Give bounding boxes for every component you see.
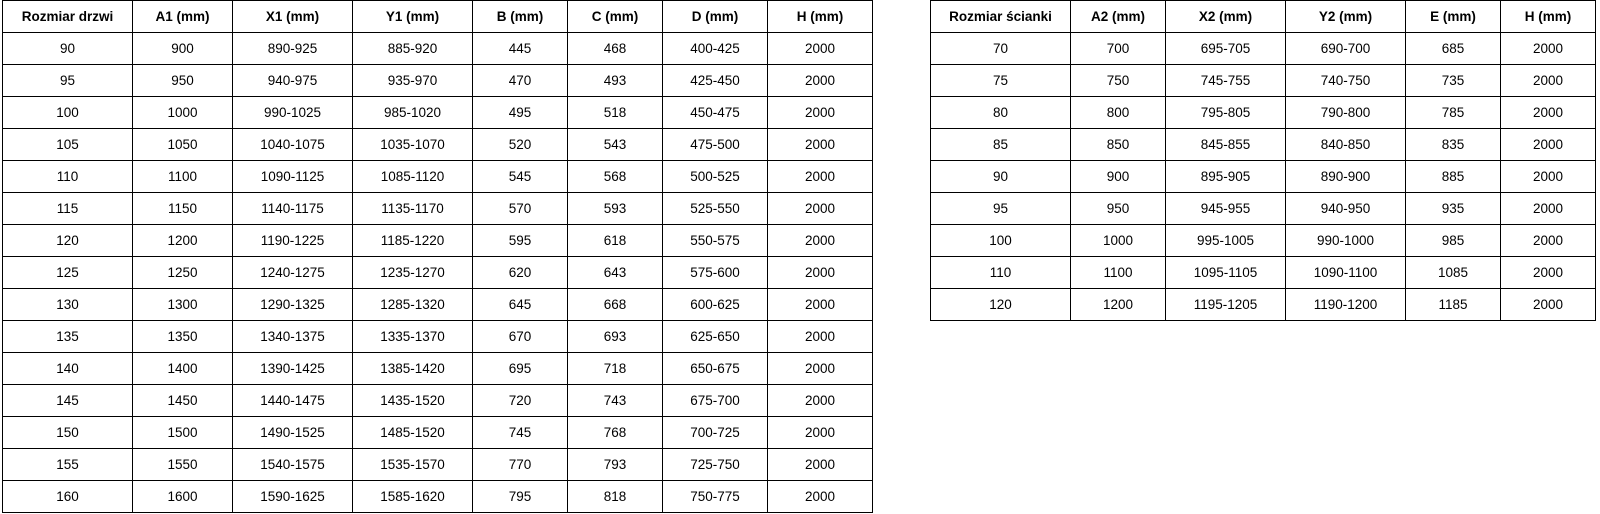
table-cell: 995-1005 (1166, 225, 1286, 257)
table-row (931, 65, 1596, 97)
table-cell: 950 (1071, 193, 1166, 225)
table-cell: 550-575 (663, 225, 768, 257)
table-cell: 1340-1375 (233, 321, 353, 353)
table-cell: 618 (568, 225, 663, 257)
table-cell: 145 (3, 385, 133, 417)
table-cell: 1040-1075 (233, 129, 353, 161)
table-cell: 740-750 (1286, 65, 1406, 97)
doors-table-body (3, 33, 873, 513)
table-cell: 155 (3, 449, 133, 481)
table-cell: 125 (3, 257, 133, 289)
table-cell: 1385-1420 (353, 353, 473, 385)
table-row (3, 193, 873, 225)
table-cell: 568 (568, 161, 663, 193)
table-cell: 2000 (768, 449, 873, 481)
table-cell: 1190-1200 (1286, 289, 1406, 321)
table-cell: 1195-1205 (1166, 289, 1286, 321)
table-row (3, 385, 873, 417)
table-cell: 85 (931, 129, 1071, 161)
table-cell: 895-905 (1166, 161, 1286, 193)
table-cell: 1185-1220 (353, 225, 473, 257)
table-row (3, 257, 873, 289)
table-row (931, 97, 1596, 129)
table-cell: 745-755 (1166, 65, 1286, 97)
table-cell: 2000 (768, 97, 873, 129)
table-cell: 735 (1406, 65, 1501, 97)
table-cell: 595 (473, 225, 568, 257)
table-cell: 1350 (133, 321, 233, 353)
table-cell: 695-705 (1166, 33, 1286, 65)
table-row (931, 129, 1596, 161)
table-cell: 1335-1370 (353, 321, 473, 353)
table-cell: 685 (1406, 33, 1501, 65)
table-cell: 2000 (768, 129, 873, 161)
table-row (931, 289, 1596, 321)
table-cell: 450-475 (663, 97, 768, 129)
table-cell: 2000 (768, 289, 873, 321)
table-cell: 885-920 (353, 33, 473, 65)
table-cell: 790-800 (1286, 97, 1406, 129)
walls-column-header: E (mm) (1406, 1, 1501, 33)
table-cell: 985 (1406, 225, 1501, 257)
table-cell: 495 (473, 97, 568, 129)
table-row (3, 481, 873, 513)
table-cell: 2000 (1501, 33, 1596, 65)
table-cell: 545 (473, 161, 568, 193)
table-row (3, 65, 873, 97)
table-cell: 160 (3, 481, 133, 513)
table-row (931, 193, 1596, 225)
table-cell: 90 (3, 33, 133, 65)
table-cell: 845-855 (1166, 129, 1286, 161)
table-cell: 900 (1071, 161, 1166, 193)
table-cell: 620 (473, 257, 568, 289)
table-cell: 625-650 (663, 321, 768, 353)
table-cell: 400-425 (663, 33, 768, 65)
table-cell: 768 (568, 417, 663, 449)
table-cell: 2000 (768, 65, 873, 97)
table-cell: 1100 (133, 161, 233, 193)
table-cell: 1090-1100 (1286, 257, 1406, 289)
table-cell: 115 (3, 193, 133, 225)
table-cell: 110 (931, 257, 1071, 289)
table-cell: 800 (1071, 97, 1166, 129)
table-cell: 650-675 (663, 353, 768, 385)
table-cell: 2000 (1501, 225, 1596, 257)
table-row (3, 449, 873, 481)
doors-table-header (3, 1, 873, 33)
table-row (3, 289, 873, 321)
walls-column-header: A2 (mm) (1071, 1, 1166, 33)
table-row (931, 257, 1596, 289)
table-cell: 1390-1425 (233, 353, 353, 385)
table-cell: 1535-1570 (353, 449, 473, 481)
table-cell: 150 (3, 417, 133, 449)
table-cell: 2000 (1501, 289, 1596, 321)
table-cell: 1085 (1406, 257, 1501, 289)
table-cell: 750 (1071, 65, 1166, 97)
table-cell: 1150 (133, 193, 233, 225)
table-cell: 670 (473, 321, 568, 353)
table-cell: 2000 (768, 225, 873, 257)
table-cell: 885 (1406, 161, 1501, 193)
table-cell: 575-600 (663, 257, 768, 289)
table-cell: 140 (3, 353, 133, 385)
table-cell: 130 (3, 289, 133, 321)
table-cell: 2000 (768, 417, 873, 449)
table-cell: 990-1000 (1286, 225, 1406, 257)
table-cell: 795 (473, 481, 568, 513)
table-cell: 470 (473, 65, 568, 97)
table-cell: 890-900 (1286, 161, 1406, 193)
table-cell: 1140-1175 (233, 193, 353, 225)
table-cell: 1590-1625 (233, 481, 353, 513)
table-cell: 2000 (768, 353, 873, 385)
table-cell: 770 (473, 449, 568, 481)
table-cell: 1035-1070 (353, 129, 473, 161)
table-cell: 1485-1520 (353, 417, 473, 449)
table-cell: 1435-1520 (353, 385, 473, 417)
table-row (3, 97, 873, 129)
table-cell: 1290-1325 (233, 289, 353, 321)
table-cell: 695 (473, 353, 568, 385)
table-cell: 2000 (768, 321, 873, 353)
table-cell: 743 (568, 385, 663, 417)
table-cell: 940-975 (233, 65, 353, 97)
table-cell: 75 (931, 65, 1071, 97)
table-cell: 120 (3, 225, 133, 257)
table-row (3, 33, 873, 65)
table-cell: 850 (1071, 129, 1166, 161)
table-cell: 1490-1525 (233, 417, 353, 449)
doors-column-header: Rozmiar drzwi (3, 1, 133, 33)
table-cell: 668 (568, 289, 663, 321)
table-cell: 745 (473, 417, 568, 449)
table-cell: 95 (3, 65, 133, 97)
table-cell: 110 (3, 161, 133, 193)
doors-dimensions-table (2, 0, 873, 513)
table-cell: 643 (568, 257, 663, 289)
table-cell: 493 (568, 65, 663, 97)
table-cell: 1285-1320 (353, 289, 473, 321)
table-cell: 835 (1406, 129, 1501, 161)
table-cell: 593 (568, 193, 663, 225)
walls-dimensions-table (930, 0, 1596, 321)
walls-table-body (931, 33, 1596, 321)
table-cell: 105 (3, 129, 133, 161)
table-cell: 2000 (1501, 193, 1596, 225)
table-cell: 95 (931, 193, 1071, 225)
table-cell: 90 (931, 161, 1071, 193)
table-cell: 2000 (768, 385, 873, 417)
table-cell: 840-850 (1286, 129, 1406, 161)
table-cell: 890-925 (233, 33, 353, 65)
doors-dimensions-table-container (2, 0, 873, 513)
table-cell: 690-700 (1286, 33, 1406, 65)
table-cell: 1450 (133, 385, 233, 417)
table-cell: 468 (568, 33, 663, 65)
table-row (3, 321, 873, 353)
table-cell: 1300 (133, 289, 233, 321)
table-cell: 818 (568, 481, 663, 513)
table-cell: 1585-1620 (353, 481, 473, 513)
table-row (3, 129, 873, 161)
table-cell: 2000 (1501, 257, 1596, 289)
table-cell: 1185 (1406, 289, 1501, 321)
walls-column-header: Y2 (mm) (1286, 1, 1406, 33)
table-cell: 1200 (133, 225, 233, 257)
table-cell: 2000 (1501, 65, 1596, 97)
table-cell: 1250 (133, 257, 233, 289)
table-cell: 1440-1475 (233, 385, 353, 417)
table-cell: 135 (3, 321, 133, 353)
table-cell: 785 (1406, 97, 1501, 129)
table-cell: 645 (473, 289, 568, 321)
table-cell: 80 (931, 97, 1071, 129)
table-cell: 700 (1071, 33, 1166, 65)
table-cell: 950 (133, 65, 233, 97)
table-row (3, 417, 873, 449)
walls-column-header: Rozmiar ścianki (931, 1, 1071, 33)
table-row (931, 225, 1596, 257)
table-cell: 1240-1275 (233, 257, 353, 289)
table-cell: 570 (473, 193, 568, 225)
table-cell: 675-700 (663, 385, 768, 417)
walls-table-header (931, 1, 1596, 33)
table-cell: 793 (568, 449, 663, 481)
table-cell: 1050 (133, 129, 233, 161)
table-cell: 543 (568, 129, 663, 161)
table-cell: 990-1025 (233, 97, 353, 129)
table-cell: 1000 (1071, 225, 1166, 257)
table-cell: 2000 (768, 33, 873, 65)
table-header-row (3, 1, 873, 33)
doors-column-header: C (mm) (568, 1, 663, 33)
walls-dimensions-table-container (930, 0, 1596, 321)
table-cell: 1500 (133, 417, 233, 449)
table-cell: 1235-1270 (353, 257, 473, 289)
table-cell: 525-550 (663, 193, 768, 225)
doors-column-header: H (mm) (768, 1, 873, 33)
table-cell: 2000 (768, 481, 873, 513)
table-cell: 2000 (1501, 97, 1596, 129)
table-cell: 1540-1575 (233, 449, 353, 481)
table-cell: 1190-1225 (233, 225, 353, 257)
table-row (3, 161, 873, 193)
table-cell: 795-805 (1166, 97, 1286, 129)
table-cell: 2000 (768, 193, 873, 225)
table-cell: 725-750 (663, 449, 768, 481)
table-cell: 1550 (133, 449, 233, 481)
table-row (931, 33, 1596, 65)
table-cell: 935-970 (353, 65, 473, 97)
table-row (3, 353, 873, 385)
table-cell: 445 (473, 33, 568, 65)
walls-column-header: H (mm) (1501, 1, 1596, 33)
table-cell: 1135-1170 (353, 193, 473, 225)
table-cell: 520 (473, 129, 568, 161)
table-cell: 985-1020 (353, 97, 473, 129)
table-cell: 900 (133, 33, 233, 65)
table-cell: 1090-1125 (233, 161, 353, 193)
table-row (3, 225, 873, 257)
table-cell: 518 (568, 97, 663, 129)
doors-column-header: D (mm) (663, 1, 768, 33)
table-cell: 70 (931, 33, 1071, 65)
table-cell: 475-500 (663, 129, 768, 161)
doors-column-header: Y1 (mm) (353, 1, 473, 33)
table-cell: 500-525 (663, 161, 768, 193)
table-row (931, 161, 1596, 193)
table-cell: 1085-1120 (353, 161, 473, 193)
table-cell: 2000 (1501, 129, 1596, 161)
table-cell: 693 (568, 321, 663, 353)
doors-column-header: A1 (mm) (133, 1, 233, 33)
table-cell: 1600 (133, 481, 233, 513)
table-cell: 2000 (768, 161, 873, 193)
table-cell: 700-725 (663, 417, 768, 449)
table-cell: 100 (931, 225, 1071, 257)
table-cell: 100 (3, 97, 133, 129)
table-cell: 425-450 (663, 65, 768, 97)
table-cell: 750-775 (663, 481, 768, 513)
doors-column-header: B (mm) (473, 1, 568, 33)
table-cell: 720 (473, 385, 568, 417)
table-cell: 945-955 (1166, 193, 1286, 225)
table-cell: 2000 (1501, 161, 1596, 193)
table-cell: 2000 (768, 257, 873, 289)
table-cell: 718 (568, 353, 663, 385)
table-cell: 120 (931, 289, 1071, 321)
table-cell: 600-625 (663, 289, 768, 321)
walls-column-header: X2 (mm) (1166, 1, 1286, 33)
doors-column-header: X1 (mm) (233, 1, 353, 33)
table-cell: 1100 (1071, 257, 1166, 289)
table-cell: 1000 (133, 97, 233, 129)
table-cell: 935 (1406, 193, 1501, 225)
table-cell: 940-950 (1286, 193, 1406, 225)
table-cell: 1400 (133, 353, 233, 385)
table-header-row (931, 1, 1596, 33)
table-cell: 1200 (1071, 289, 1166, 321)
table-cell: 1095-1105 (1166, 257, 1286, 289)
